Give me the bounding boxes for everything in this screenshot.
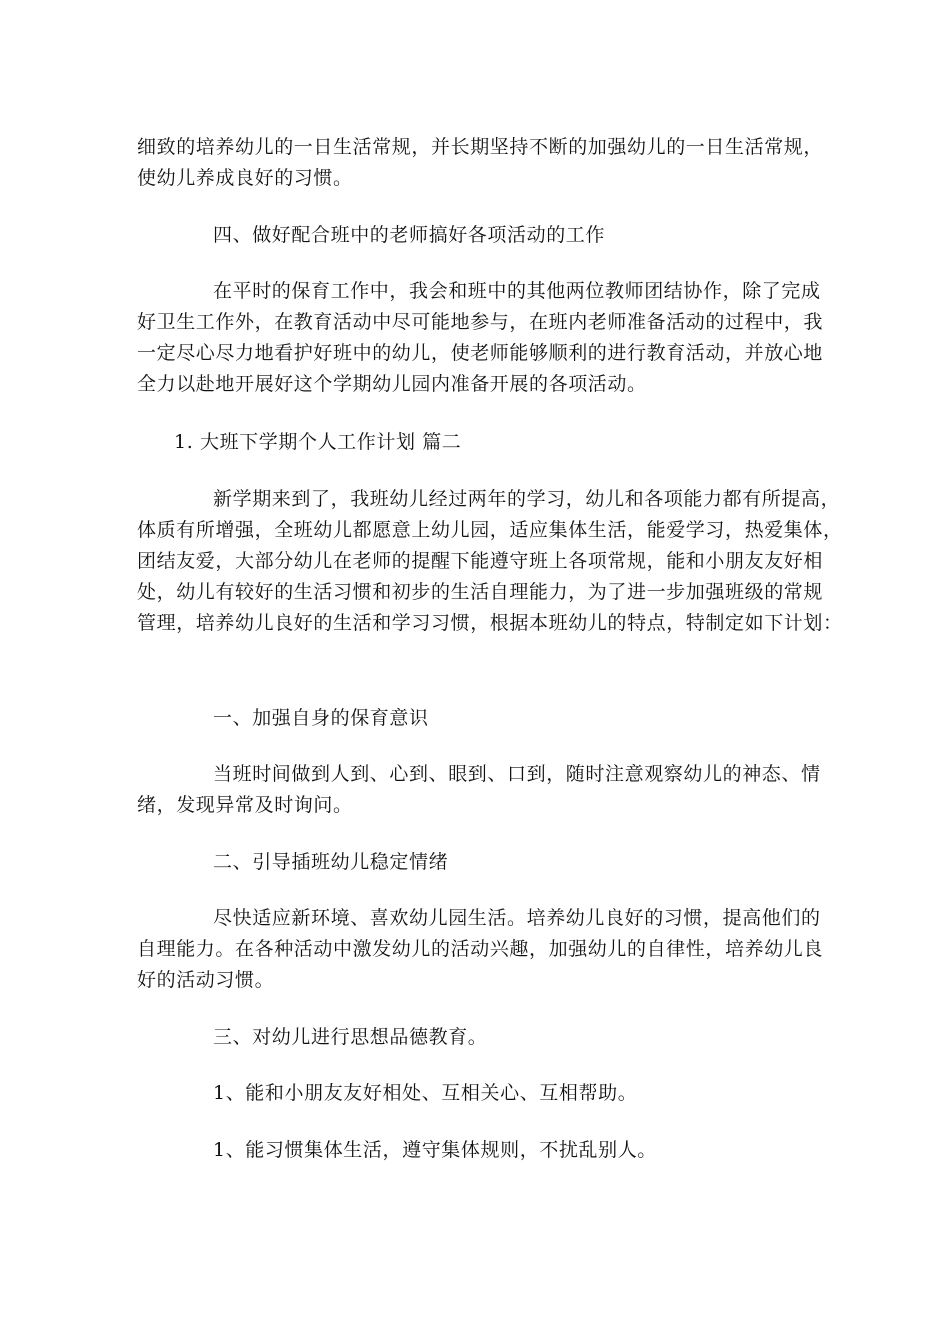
text-line: 处，幼儿有较好的生活习惯和初步的生活自理能力，为了进一步加强班级的常规 — [137, 581, 824, 603]
text-line: 好的活动习惯。 — [137, 969, 275, 991]
text-line: 1. 大班下学期个人工作计划 篇二 — [174, 431, 462, 453]
text-line: 一定尽心尽力地看护好班中的幼儿，使老师能够顺利的进行教育活动，并放心地 — [137, 342, 824, 364]
heading-section-three — [137, 1022, 827, 1053]
text-line: 绪，发现异常及时询问。 — [137, 794, 353, 816]
text-line: 在平时的保育工作中，我会和班中的其他两位教师团结协作，除了完成 — [213, 280, 821, 302]
paragraph-care-awareness — [137, 759, 827, 821]
text-line: 一、加强自身的保育意识 — [213, 707, 429, 729]
text-line: 1、能习惯集体生活，遵守集体规则，不扰乱别人。 — [213, 1139, 657, 1161]
text-line: 自理能力。在各种活动中激发幼儿的活动兴趣，加强幼儿的自律性，培养幼儿良 — [137, 938, 824, 960]
paragraph-cooperation — [137, 276, 827, 400]
heading-section-four — [137, 220, 827, 251]
heading-plan-part-two — [137, 427, 827, 458]
text-line: 三、对幼儿进行思想品德教育。 — [213, 1026, 488, 1048]
text-line: 好卫生工作外，在教育活动中尽可能地参与，在班内老师准备活动的过程中，我 — [137, 311, 824, 333]
text-line: 使幼儿养成良好的习惯。 — [137, 167, 353, 189]
text-line: 细致的培养幼儿的一日生活常规，并长期坚持不断的加强幼儿的一日生活常规， — [137, 136, 824, 158]
list-item-friendship — [137, 1078, 827, 1109]
text-line: 当班时间做到人到、心到、眼到、口到，随时注意观察幼儿的神态、情 — [213, 763, 821, 785]
text-line: 全力以赴地开展好这个学期幼儿园内准备开展的各项活动。 — [137, 373, 647, 395]
paragraph-adaptation — [137, 903, 827, 996]
paragraph-daily-routine — [137, 132, 827, 194]
heading-section-one — [137, 703, 827, 734]
text-line: 1、能和小朋友友好相处、互相关心、互相帮助。 — [213, 1082, 638, 1104]
text-line: 体质有所增强，全班幼儿都愿意上幼儿园，适应集体生活，能爱学习，热爱集体， — [137, 519, 843, 541]
paragraph-new-semester — [137, 484, 843, 639]
text-line: 团结友爱，大部分幼儿在老师的提醒下能遵守班上各项常规，能和小朋友友好相 — [137, 550, 824, 572]
heading-section-two — [137, 847, 827, 878]
text-line: 二、引导插班幼儿稳定情绪 — [213, 851, 449, 873]
text-line: 四、做好配合班中的老师搞好各项活动的工作 — [213, 224, 606, 246]
text-line: 管理，培养幼儿良好的生活和学习习惯，根据本班幼儿的特点，特制定如下计划： — [137, 612, 843, 634]
text-line: 尽快适应新环境、喜欢幼儿园生活。培养幼儿良好的习惯，提高他们的 — [213, 907, 821, 929]
list-item-collective-life — [137, 1135, 827, 1166]
text-line: 新学期来到了，我班幼儿经过两年的学习，幼儿和各项能力都有所提高， — [213, 488, 841, 510]
